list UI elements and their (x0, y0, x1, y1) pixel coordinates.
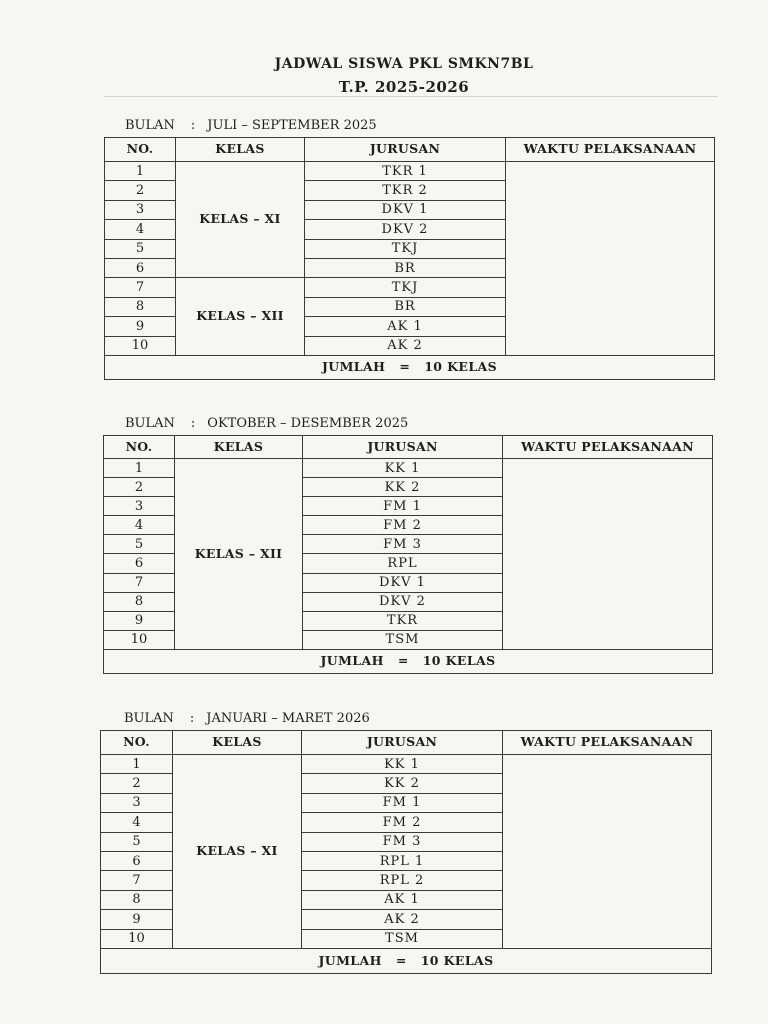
jurusan-cell: KK 2 (302, 774, 503, 793)
header-waktu-pelaksanaan: WAKTU PELAKSANAAN (506, 138, 715, 162)
jurusan-cell: DKV 1 (303, 573, 503, 592)
month-label-text: BULAN (125, 416, 175, 431)
row-number: 4 (105, 220, 176, 239)
month-colon: : (190, 416, 196, 431)
jurusan-cell: RPL 2 (302, 871, 503, 890)
jurusan-cell: AK 2 (305, 336, 506, 355)
row-number: 8 (105, 297, 176, 316)
month-period: JANUARI – MARET 2026 (206, 711, 370, 726)
jurusan-cell: TKR (303, 611, 503, 630)
total-equals: = (395, 952, 407, 968)
jurusan-cell: DKV 1 (305, 200, 506, 219)
row-number: 8 (104, 592, 175, 611)
jurusan-cell: KK 1 (302, 755, 503, 774)
jurusan-cell: BR (305, 258, 506, 277)
row-number: 6 (101, 851, 173, 870)
row-number: 5 (101, 832, 173, 851)
jurusan-cell: FM 1 (303, 497, 503, 516)
jurusan-cell: FM 2 (303, 516, 503, 535)
row-number: 3 (101, 793, 173, 812)
jurusan-cell: AK 1 (305, 317, 506, 336)
kelas-cell: KELAS – XII (175, 459, 303, 650)
header-kelas: KELAS (173, 731, 302, 755)
header-kelas: KELAS (176, 138, 305, 162)
header-jurusan: JURUSAN (302, 731, 503, 755)
row-number: 2 (101, 774, 173, 793)
header-jurusan: JURUSAN (303, 436, 503, 459)
jurusan-cell: FM 3 (303, 535, 503, 554)
header-kelas: KELAS (175, 436, 303, 459)
header-no: NO. (101, 731, 173, 755)
jurusan-cell: KK 1 (303, 459, 503, 478)
row-number: 10 (104, 630, 175, 649)
row-number: 5 (105, 239, 176, 258)
jurusan-cell: TKJ (305, 278, 506, 297)
row-number: 7 (101, 871, 173, 890)
row-number: 2 (105, 181, 176, 200)
row-number: 7 (104, 573, 175, 592)
jurusan-cell: TSM (303, 630, 503, 649)
jurusan-cell: TSM (302, 929, 503, 948)
total-cell (104, 649, 713, 673)
jurusan-cell: KK 2 (303, 478, 503, 497)
jurusan-cell: AK 2 (302, 910, 503, 929)
total-cell (105, 355, 715, 379)
schedule-table (103, 435, 713, 674)
table-row (105, 162, 715, 181)
header-waktu-pelaksanaan: WAKTU PELAKSANAAN (503, 436, 713, 459)
row-number: 5 (104, 535, 175, 554)
table-header-row (105, 138, 715, 162)
waktu-pelaksanaan-cell (503, 459, 713, 650)
month-colon: : (189, 711, 195, 726)
total-equals: = (399, 359, 411, 375)
kelas-cell: KELAS – XII (176, 278, 305, 356)
header-waktu-pelaksanaan: WAKTU PELAKSANAAN (503, 731, 712, 755)
row-number: 9 (101, 910, 173, 929)
total-row (104, 649, 713, 673)
month-period: OKTOBER – DESEMBER 2025 (207, 416, 409, 431)
school-year: T.P. 2025-2026 (338, 78, 470, 96)
month-period: JULI – SEPTEMBER 2025 (207, 118, 377, 133)
jurusan-cell: TKJ (305, 239, 506, 258)
jurusan-cell: RPL 1 (302, 851, 503, 870)
jurusan-cell: FM 3 (302, 832, 503, 851)
table-header-row (104, 436, 713, 459)
row-number: 1 (101, 755, 173, 774)
month-colon: : (190, 118, 196, 133)
waktu-pelaksanaan-cell (506, 162, 715, 356)
header-no: NO. (104, 436, 175, 459)
jurusan-cell: TKR 1 (305, 162, 506, 181)
total-value: 10 KELAS (420, 952, 494, 968)
total-label: JUMLAH (320, 653, 384, 669)
jurusan-cell: DKV 2 (305, 220, 506, 239)
total-cell (101, 948, 712, 973)
document-title: JADWAL SISWA PKL SMKN7BL (274, 56, 534, 72)
row-number: 9 (105, 317, 176, 336)
row-number: 6 (104, 554, 175, 573)
month-label (125, 416, 408, 431)
total-row (105, 355, 715, 379)
row-number: 7 (105, 278, 176, 297)
total-value: 10 KELAS (422, 653, 496, 669)
row-number: 6 (105, 258, 176, 277)
kelas-cell: KELAS – XI (173, 755, 302, 949)
jurusan-cell: FM 1 (302, 793, 503, 812)
total-label: JUMLAH (318, 952, 382, 968)
row-number: 1 (105, 162, 176, 181)
table-header-row (101, 731, 712, 755)
month-label-text: BULAN (124, 711, 174, 726)
schedule-table (100, 730, 712, 974)
total-row (101, 948, 712, 973)
table-row (101, 755, 712, 774)
row-number: 1 (104, 459, 175, 478)
table-row (104, 459, 713, 478)
row-number: 3 (105, 200, 176, 219)
jurusan-cell: TKR 2 (305, 181, 506, 200)
total-label: JUMLAH (321, 359, 386, 375)
schedule-table (104, 137, 715, 380)
jurusan-cell: BR (305, 297, 506, 316)
title-divider (104, 96, 718, 97)
jurusan-cell: RPL (303, 554, 503, 573)
header-no: NO. (105, 138, 176, 162)
jurusan-cell: AK 1 (302, 890, 503, 909)
row-number: 2 (104, 478, 175, 497)
month-label (125, 118, 377, 133)
jurusan-cell: FM 2 (302, 813, 503, 832)
total-value: 10 KELAS (424, 359, 498, 375)
jurusan-cell: DKV 2 (303, 592, 503, 611)
row-number: 3 (104, 497, 175, 516)
month-label-text: BULAN (125, 118, 175, 133)
kelas-cell: KELAS – XI (176, 162, 305, 278)
row-number: 10 (105, 336, 176, 355)
row-number: 4 (101, 813, 173, 832)
total-equals: = (397, 653, 409, 669)
row-number: 9 (104, 611, 175, 630)
row-number: 10 (101, 929, 173, 948)
waktu-pelaksanaan-cell (503, 755, 712, 949)
row-number: 4 (104, 516, 175, 535)
row-number: 8 (101, 890, 173, 909)
header-jurusan: JURUSAN (305, 138, 506, 162)
month-label (124, 711, 370, 726)
